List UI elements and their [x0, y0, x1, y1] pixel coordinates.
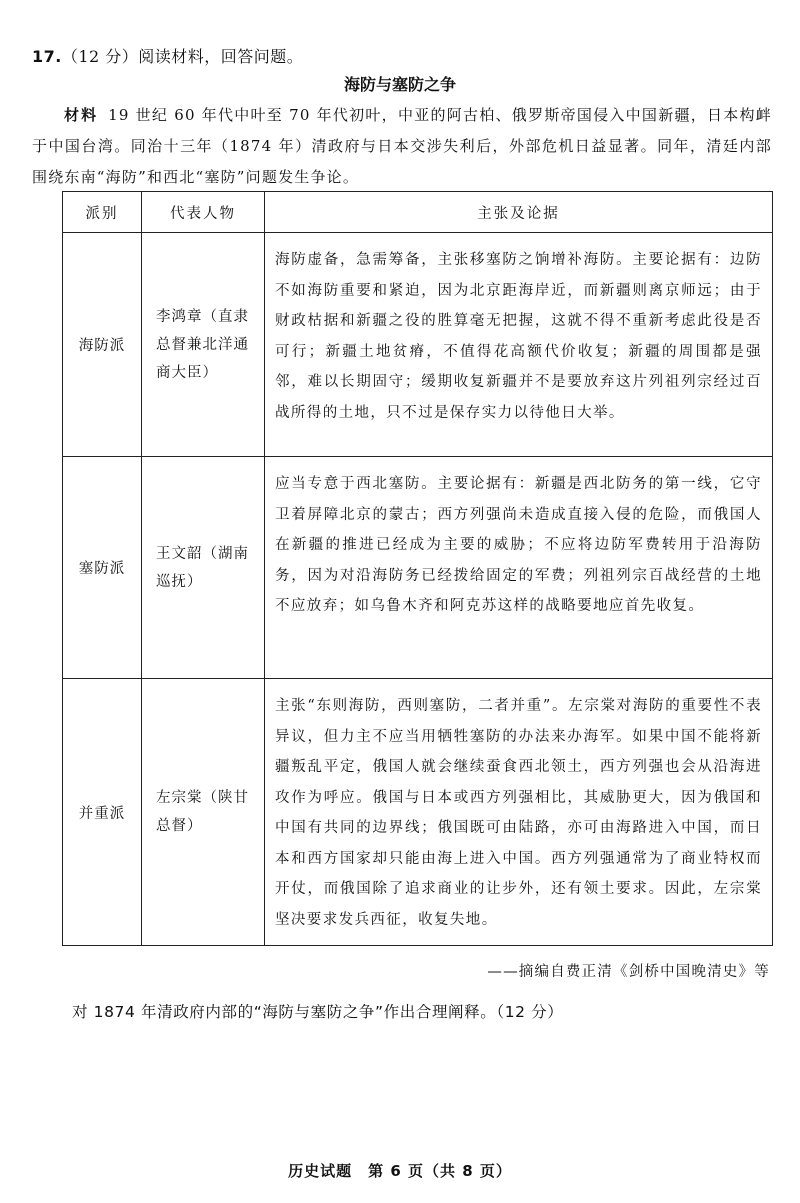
table-header-row	[63, 192, 773, 233]
material-title: 海防与塞防之争	[343, 75, 456, 94]
argument-cell: 应当专意于西北塞防。主要论据有：新疆是西北防务的第一线，它守卫着屏障北京的蒙古；西方列强尚未造成直接入侵的危险，而俄国人在新疆的推进已经成为主要的威胁；不应将边防军费转用于沿海防务，因为对沿海防务已经拨给固定的军费；列祖列宗百战经营的土地不应放弃；如乌鲁木齐和阿克苏这样的战略要地应首先收复。	[265, 457, 773, 679]
material-paragraph	[32, 100, 772, 193]
source-citation: ——摘编自费正清《剑桥中国晚清史》等	[487, 964, 770, 980]
header-argument: 主张及论据	[265, 192, 773, 233]
header-faction: 派别	[63, 192, 142, 233]
table-row	[63, 457, 773, 679]
question-prompt: 对 1874 年清政府内部的“海防与塞防之争”作出合理阐释。（12 分）	[72, 1003, 564, 1021]
argument-cell: 海防虚备，急需筹备，主张移塞防之饷增补海防。主要论据有：边防不如海防重要和紧迫，因为北京距海岸近，而新疆则离京师远；由于财政枯据和新疆之役的胜算毫无把握，这就不得不重新考虑此役是否可行；新疆土地贫瘠，不值得花高额代价收复；新疆的周围都是强邻，难以长期固守；缓期收复新疆并不是要放弃这片列祖列宗经过百战所得的土地，只不过是保存实力以待他日大举。	[265, 233, 773, 457]
faction-cell: 海防派	[63, 233, 142, 457]
argument-cell: 主张“东则海防，西则塞防，二者并重”。左宗棠对海防的重要性不表异议，但力主不应当用牺牲塞防的办法来办海军。如果中国不能将新疆叛乱平定，俄国人就会继续蚕食西北领土，西方列强也会从沿海进攻作为呼应。俄国与日本或西方列强相比，其威胁更大，因为俄国和中国有共同的边界线；俄国既可由陆路，亦可由海路进入中国，而日本和西方国家却只能由海上进入中国。西方列强通常为了商业特权而开仗，而俄国除了追求商业的让步外，还有领土要求。因此，左宗棠坚决要求发兵西征，收复失地。	[265, 679, 773, 946]
question-number: 17.	[32, 47, 62, 66]
table-row	[63, 233, 773, 457]
representative-cell: 王文韶（湖南巡抚）	[142, 457, 265, 679]
faction-cell: 塞防派	[63, 457, 142, 679]
page-footer: 历史试题 第 6 页（共 8 页）	[288, 1162, 512, 1180]
material-text: 19 世纪 60 年代中叶至 70 年代初叶，中亚的阿古柏、俄罗斯帝国侵入中国新疆，日本构衅于中国台湾。同治十三年（1874 年）清政府与日本交涉失利后，外部危机日益显著。同年，清廷内部围绕东南“海防”和西北“塞防”问题发生争论。	[32, 106, 772, 186]
debate-table	[62, 191, 773, 946]
representative-cell: 李鸿章（直隶总督兼北洋通商大臣）	[142, 233, 265, 457]
question-instruction: （12 分）阅读材料，回答问题。	[61, 47, 304, 66]
table-row	[63, 679, 773, 946]
question-header	[32, 44, 303, 67]
representative-cell: 左宗棠（陕甘总督）	[142, 679, 265, 946]
header-representative: 代表人物	[142, 192, 265, 233]
material-label: 材料	[64, 106, 99, 124]
faction-cell: 并重派	[63, 679, 142, 946]
